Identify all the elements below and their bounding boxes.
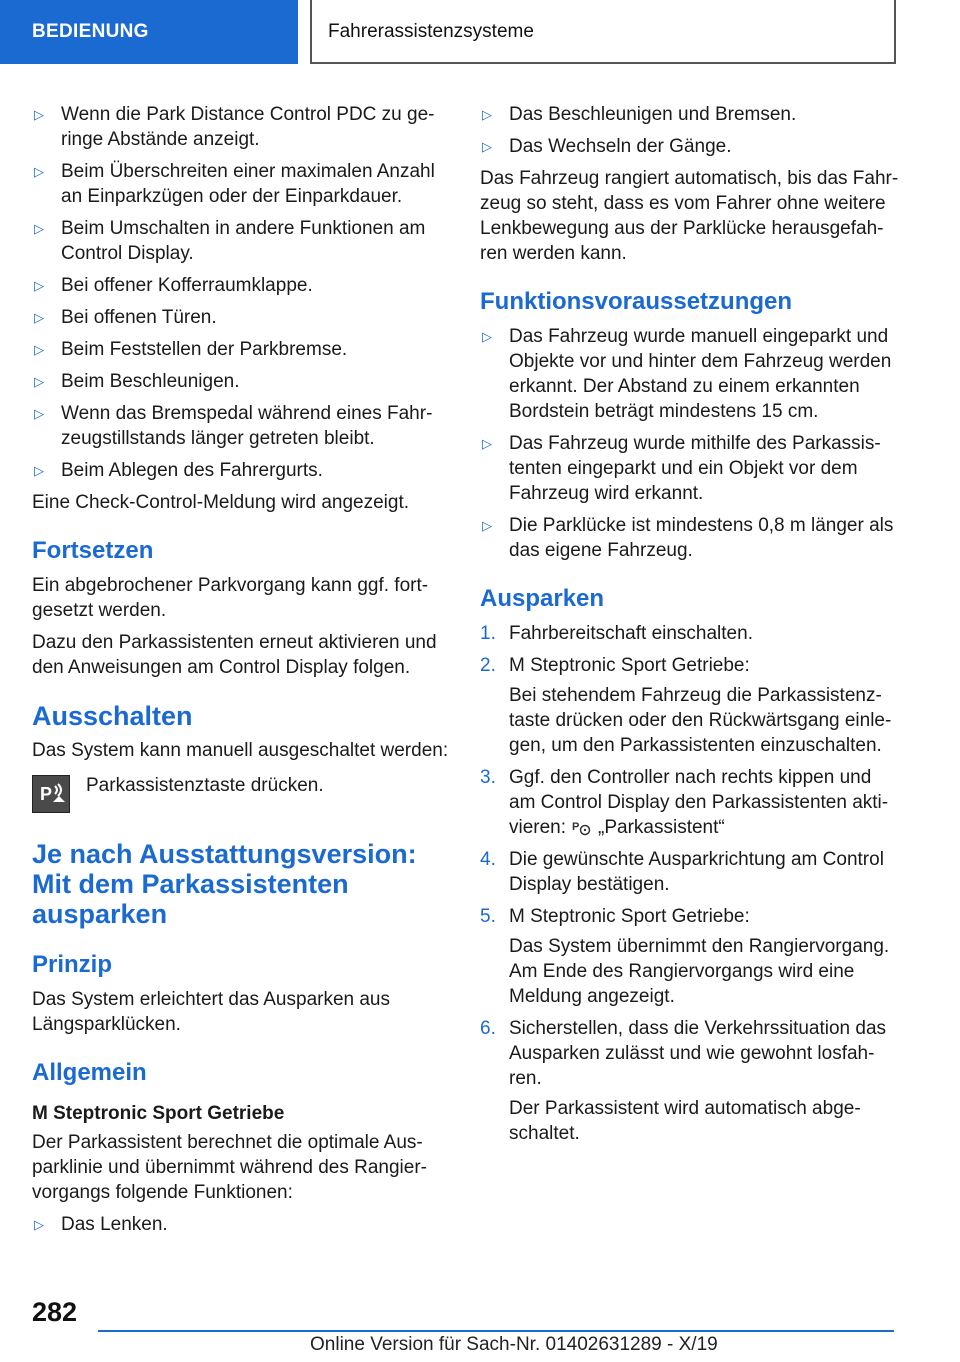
list-item: ▷ Das Lenken. <box>34 1214 168 1235</box>
paragraph: Das System erleichtert das Ausparken aus Längsparklücken. <box>32 989 391 1035</box>
bullet-icon: ▷ <box>34 1217 44 1232</box>
check-control-text: Eine Check-Control-Meldung wird angezeigt. <box>32 492 410 513</box>
bullet-icon: ▷ <box>34 107 44 122</box>
heading-prinzip: Prinzip <box>32 951 113 978</box>
list-item: ▷ Beim Beschleunigen. <box>34 371 240 392</box>
list-item: ▷ Das Beschleunigen und Bremsen. <box>482 104 797 125</box>
step-item: 5. M Steptronic Sport Getriebe: <box>480 906 750 927</box>
step-number: 1. <box>480 623 496 644</box>
step-item: 1. Fahrbereitschaft einschalten. <box>480 623 753 644</box>
step-item: 4. Die gewünschte Ausparkrichtung am Control Display bestätigen. <box>480 849 884 895</box>
step-detail: Der Parkassistent wird automatisch abge-schaltet. <box>509 1098 861 1144</box>
bullet-icon: ▷ <box>34 164 44 179</box>
heading-ausschalten: Ausschalten <box>32 701 193 731</box>
step-number: 5. <box>480 906 496 927</box>
park-assistant-menu-icon <box>572 818 592 836</box>
bullet-icon: ▷ <box>34 342 44 357</box>
paragraph: Das System kann manuell ausgeschaltet werden: <box>32 740 449 761</box>
heading-fortsetzen: Fortsetzen <box>32 537 154 564</box>
list-item: ▷ Beim Überschreiten einer maximalen Anzahl an Einparkzügen oder der Einparkdauer. <box>34 161 435 207</box>
heading-funktionsvoraussetzungen: Funktionsvoraussetzungen <box>480 288 793 315</box>
heading-ausparken: Ausparken <box>480 585 605 612</box>
list-item: ▷ Das Fahrzeug wurde manuell eingeparkt und Objekte vor und hinter dem Fahrzeug werden erkannt. Der Abstand zu einem erkannten Bordstein beträgt mindestens 15 cm. <box>482 326 892 422</box>
main-section-heading: Je nach Ausstattungsversion: Mit dem Parkassistenten ausparken <box>32 839 417 929</box>
step-number: 3. <box>480 767 496 788</box>
list-item: ▷ Bei offener Kofferraumklappe. <box>34 275 313 296</box>
list-item: ▷ Das Fahrzeug wurde mithilfe des Parkassis-tenten eingeparkt und ein Objekt vor dem Fahrzeug wird erkannt. <box>482 433 881 504</box>
bullet-icon: ▷ <box>482 139 492 154</box>
step-item: 6. Sicherstellen, dass die Verkehrssituation das Ausparken zulässt und wie gewohnt losfah-ren. <box>480 1018 887 1089</box>
park-assist-instruction <box>32 773 452 815</box>
svg-text:P: P <box>572 821 580 833</box>
bullet-icon: ▷ <box>482 518 492 533</box>
list-item: ▷ Die Parklücke ist mindestens 0,8 m länger als das eigene Fahrzeug. <box>482 515 894 561</box>
list-item: ▷ Das Wechseln der Gänge. <box>482 136 732 157</box>
step-number: 6. <box>480 1018 496 1039</box>
list-item: ▷ Bei offenen Türen. <box>34 307 217 328</box>
inline-menu-label: „Parkassistent“ <box>598 817 725 838</box>
footer-online-version: Online Version für Sach-Nr. 01402631289 - X/19 <box>310 1334 718 1355</box>
list-item: ▷ Beim Feststellen der Parkbremse. <box>34 339 348 360</box>
list-item: ▷ Wenn die Park Distance Control PDC zu ge-ringe Abstände anzeigt. <box>34 104 435 150</box>
section-tab: BEDIENUNG <box>0 0 298 64</box>
step-item: 3. Ggf. den Controller nach rechts kippen und am Control Display den Parkassistenten akti-vieren: P „Parkassistent“ <box>480 767 889 838</box>
svg-text:P: P <box>40 784 53 804</box>
left-column <box>32 102 452 1244</box>
bullet-icon: ▷ <box>34 463 44 478</box>
bullet-icon: ▷ <box>34 278 44 293</box>
page-header <box>0 0 960 66</box>
bullet-icon: ▷ <box>34 310 44 325</box>
chapter-title: Fahrerassistenzsysteme <box>310 0 896 64</box>
bullet-icon: ▷ <box>34 406 44 421</box>
bullet-icon: ▷ <box>482 107 492 122</box>
paragraph: Ein abgebrochener Parkvorgang kann ggf. fort-gesetzt werden. <box>32 575 429 621</box>
left-bullet-list <box>32 102 452 483</box>
bullet-icon: ▷ <box>482 436 492 451</box>
list-item: ▷ Beim Ablegen des Fahrergurts. <box>34 460 323 481</box>
step-detail: Bei stehendem Fahrzeug die Parkassistenz-taste drücken oder den Rückwärtsgang einle-gen, um den Parkassistenten einzuschalten. <box>509 685 892 756</box>
page-number: 282 <box>32 1297 78 1327</box>
icon-instruction-text: Parkassistenztaste drücken. <box>86 775 324 796</box>
subheading-steptronic: M Steptronic Sport Getriebe <box>32 1103 285 1124</box>
step-detail: Das System übernimmt den Rangiervorgang. Am Ende des Rangiervorgangs wird eine Meldung angezeigt. <box>509 936 890 1007</box>
paragraph: Dazu den Parkassistenten erneut aktivieren und den Anweisungen am Control Display folgen. <box>32 632 437 678</box>
bullet-icon: ▷ <box>34 221 44 236</box>
list-item: ▷ Beim Umschalten in andere Funktionen am Control Display. <box>34 218 426 264</box>
right-column <box>480 102 900 1153</box>
paragraph: Das Fahrzeug rangiert automatisch, bis das Fahr-zeug so steht, dass es vom Fahrer ohne weitere Lenkbewegung aus der Parklücke herausgefah-ren werden kann. <box>480 168 899 264</box>
park-assist-button-icon <box>32 775 70 813</box>
bullet-icon: ▷ <box>34 374 44 389</box>
step-number: 4. <box>480 849 496 870</box>
list-item: ▷ Wenn das Bremspedal während eines Fahr-zeugstillstands länger getreten bleibt. <box>34 403 433 449</box>
bullet-icon: ▷ <box>482 329 492 344</box>
heading-allgemein: Allgemein <box>32 1059 147 1086</box>
step-item: 2. M Steptronic Sport Getriebe: <box>480 655 750 676</box>
step-number: 2. <box>480 655 496 676</box>
paragraph: Der Parkassistent berechnet die optimale Aus-parklinie und übernimmt während des Rangier-vorgangs folgende Funktionen: <box>32 1132 427 1203</box>
